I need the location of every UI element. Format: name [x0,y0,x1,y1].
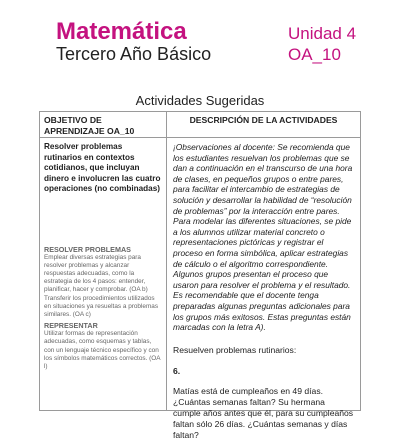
activities-table [39,111,361,440]
objective-column-header: OBJETIVO DE APRENDIZAJE OA_10 [40,112,166,138]
description-column-header: DESCRIPCIÓN DE LA ACTIVIDADES [167,112,360,138]
skill-text-resolver: Emplear diversas estrategias para resolver problemas y alcanzar respuestas adecuadas, como la estrategia de los 4 pasos: entender, planificar, hacer y comprobar. (OA b) Transferir los procedimientos utilizados en situaciones ya resueltas a problemas similares. (OA c) [44,253,159,318]
activity-intro: Resuelven problemas rutinarios: [173,344,297,355]
skill-text-representar: Utilizar formas de representación adecuadas, como esquemas y tablas, con un lenguaje técnico específico y con los símbolos matemáticos correctos. (OA l) [44,330,161,370]
unit-label: Unidad 4 [288,24,357,43]
skill-heading-representar: REPRESENTAR [44,321,98,331]
oa-label: OA_10 [288,45,341,64]
problem-text: Matías está de cumpleaños en 49 días. ¿Cuántas semanas faltan? Su hermana cumple años antes que él, para su cumpleaños faltan sólo 26 días. ¿Cuántas semanas y días faltan? [173,385,354,440]
description-column [167,112,360,440]
section-title: Actividades Sugeridas [135,93,265,108]
teacher-observation: ¡Observaciones al docente: Se recomienda que los estudiantes resuelvan los problemas que se dan a continuación en el transcurso de una hora de clases, en pequeños grupos o entre pares, para facilitar el intercambio de estrategias de solución y desarrollar la habilidad de “resolución de problemas” por la interacción entre pares. Para modelar las diferentes situaciones, se pide a los alumnos utilizar material concreto o representaciones pictóricas y registrar el proceso en forma simbólica, aplicar estrategias de cálculo o el algoritmo correspondiente. Algunos grupos presentan el proceso que usaron para resolver el problema y el resultado. Es recomendable que el docente tenga preparadas algunas preguntas adicionales para los grupos más exitosos. Estas preguntas están marcadas con la letra A). [173,142,353,333]
objective-text: Resolver problemas rutinarios en contextos cotidianos, que incluyan dinero e involucren las cuatro operaciones (no combinadas) [44,142,161,193]
skill-heading-resolver: RESOLVER PROBLEMAS [44,244,131,254]
objective-column [40,112,167,410]
subject-title: Matemática [56,18,187,45]
problem-number: 6. [173,365,181,376]
grade-subtitle: Tercero Año Básico [56,44,212,64]
